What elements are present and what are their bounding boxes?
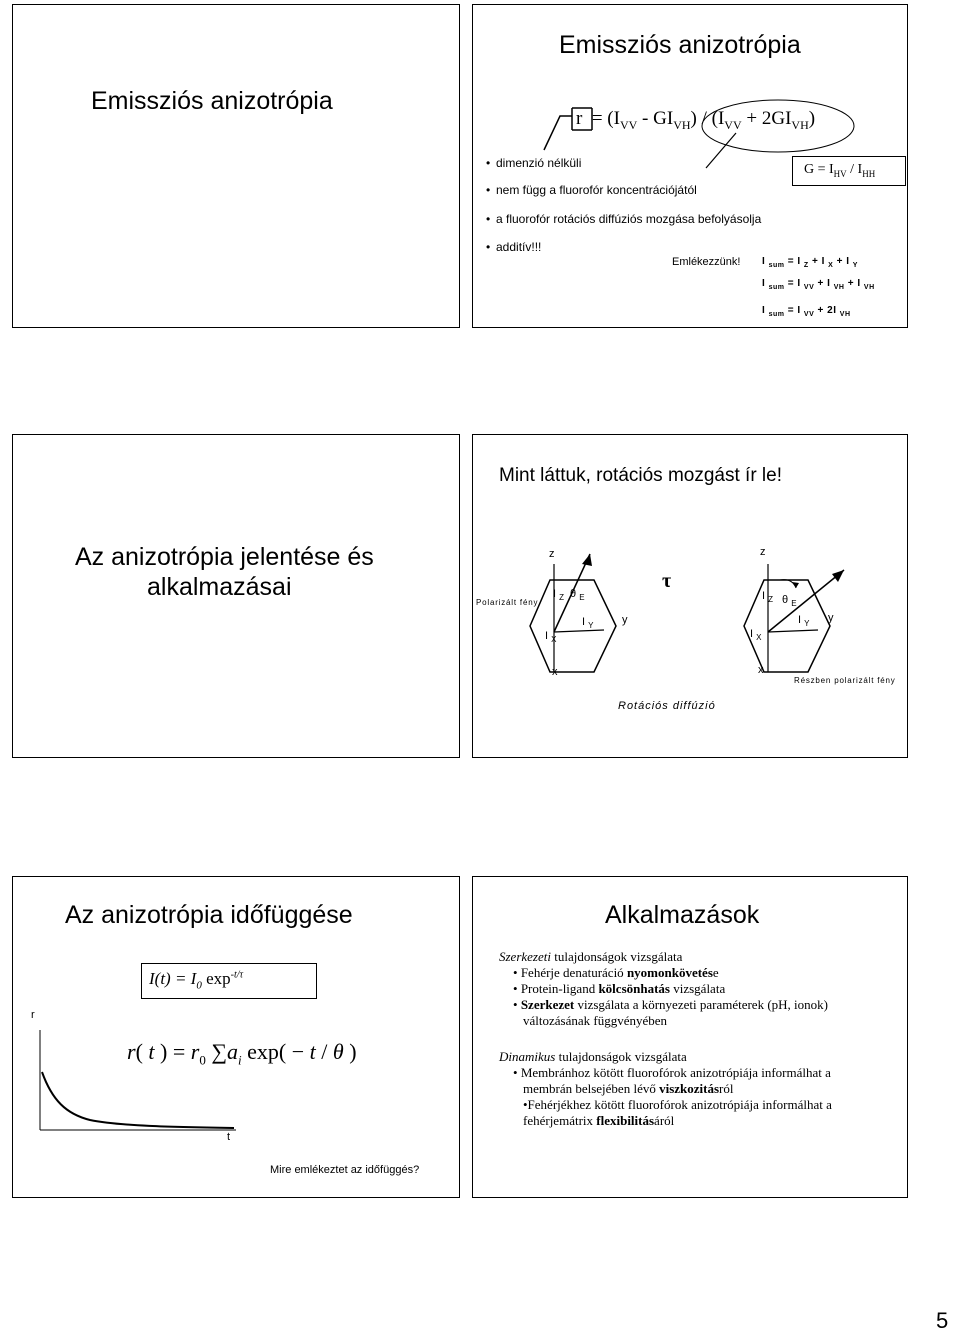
slide-5 (472, 876, 908, 1198)
iy-left: I $_Y$ (582, 616, 594, 631)
theta-e-right: θ $_E$ (782, 594, 797, 609)
isum-equation-2: I $_{sum}$ = I $_{VV}$ + I $_{VH}$ + I $_{VH}$ (762, 278, 875, 291)
app-item: • Fehérje denaturáció nyomonkövetése (513, 965, 719, 980)
slide-3-header: Mint láttuk, rotációs mozgást ír le! (499, 465, 782, 486)
axis-z-right: z (760, 546, 766, 558)
anisotropy-decay-formula: r( t ) = $r_0$ $\sum a_i$ exp( − t / θ ) (127, 1039, 357, 1068)
page-number: 5 (936, 1308, 949, 1333)
slide-1-title: Emissziós anizotrópia (91, 87, 333, 115)
ix-left: I $_X$ (545, 630, 557, 645)
app-item: • Szerkezet vizsgálata a környezeti paraméterek (pH, ionok) (513, 997, 828, 1012)
bullet-item: • dimenzió nélküli (496, 156, 581, 170)
axis-r: r (31, 1009, 35, 1021)
iz-right: I $_Z$ (762, 590, 774, 605)
g-factor-formula: $G = I_{HV} / I_{HH}$ (804, 162, 876, 179)
section-dynamic: Dinamikus tulajdonságok vizsgálata (499, 1049, 687, 1064)
axis-y-right: y (828, 612, 834, 624)
theta-e-left: θ $_E$ (570, 588, 585, 603)
app-item-continued: fehérjemátrix flexibilitásáról (523, 1113, 675, 1128)
axis-x-left: x (552, 666, 558, 678)
anisotropy-formula: $r = (I_{VV} - GI_{VH}) / (I_{VV} + 2GI_{VH})$ (576, 108, 816, 132)
slide-3 (12, 434, 460, 758)
slide-3-title-line2: alkalmazásai (147, 573, 292, 601)
axis-y-left: y (622, 614, 628, 626)
app-item-continued: változásának függvényében (523, 1013, 668, 1028)
partially-polarized-label: Részben polarizált fény (794, 676, 896, 685)
bullet-item: • nem függ a fluorofór koncentrációjától (496, 183, 697, 197)
polarized-light-label: Polarizált fény (476, 598, 539, 607)
bullet-item: • additív!!! (496, 240, 541, 254)
slide-5-title: Alkalmazások (605, 901, 760, 929)
ix-right: I $_X$ (750, 628, 762, 643)
app-item: •Fehérjékhez kötött fluorofórok anizotrópiája informálhat a (523, 1097, 832, 1112)
tau-symbol: τ (662, 570, 672, 592)
isum-equation-1: I $_{sum}$ = I $_Z$ + I $_X$ + I $_Y$ (762, 256, 858, 269)
app-item: • Membránhoz kötött fluorofórok anizotrópiája informálhat a (513, 1065, 831, 1080)
iz-left: I $_Z$ (553, 588, 565, 603)
slide-4-title: Az anizotrópia időfüggése (65, 901, 353, 929)
slide-3-title-line1: Az anizotrópia jelentése és (75, 543, 374, 571)
app-item: • Protein-ligand kölcsönhatás vizsgálata (513, 981, 726, 996)
decay-curve-plot (40, 1030, 240, 1140)
slide-2-title: Emissziós anizotrópia (559, 31, 801, 59)
slide-4-caption: Mire emlékeztet az időfüggés? (270, 1164, 420, 1176)
rotational-diffusion-label: Rotációs diffúzió (618, 700, 716, 712)
app-item-continued: membrán belsejében lévő viszkozitásról (523, 1081, 734, 1096)
section-structural: Szerkezeti tulajdonságok vizsgálata (499, 949, 683, 964)
reminder-label: Emlékezzünk! (672, 256, 741, 268)
slide-1 (12, 4, 460, 328)
axis-z-left: z (549, 548, 555, 560)
axis-x-right: x (758, 664, 764, 676)
isum-equation-3: I $_{sum}$ = I $_{VV}$ + 2I $_{VH}$ (762, 305, 851, 318)
axis-t: t (227, 1131, 231, 1143)
intensity-decay-formula: $I(t) = I_0$ $\exp^{-t/\tau}$ (149, 969, 244, 992)
bullet-item: • a fluorofór rotációs diffúziós mozgása befolyásolja (496, 212, 761, 226)
iy-right: I $_Y$ (798, 614, 810, 629)
